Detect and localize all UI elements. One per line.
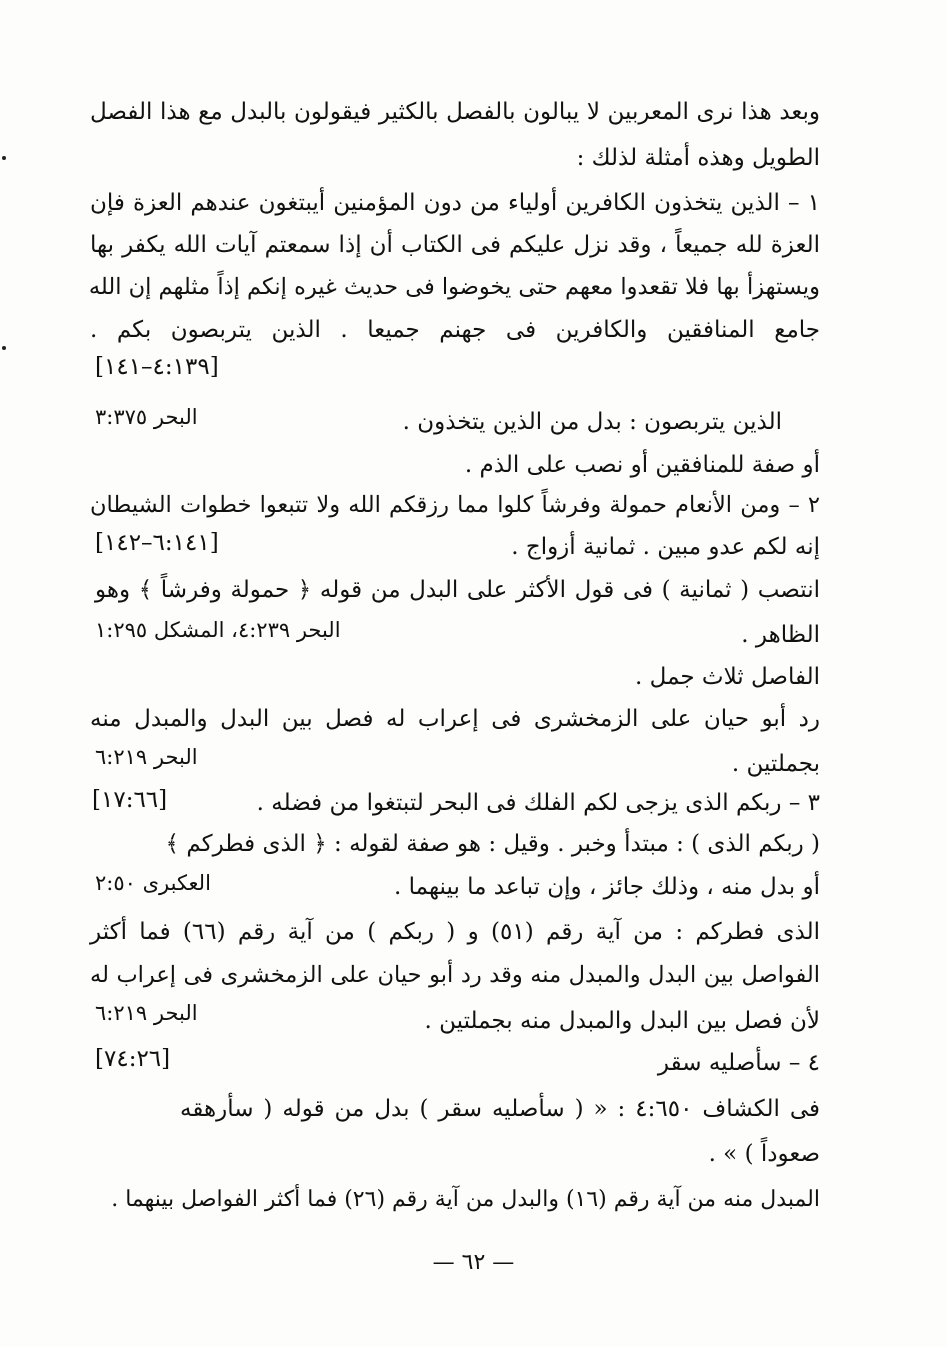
page-number: — ٦٢ —	[432, 1250, 515, 1275]
verse-reference: [٧٤:٢٦]	[95, 1046, 171, 1072]
text-line: الطويل وهذه أمثلة لذلك :	[576, 145, 820, 171]
text-line: ٣ – ربكم الذى يزجى لكم الفلك فى البحر لتبتغوا من فضله .	[256, 790, 820, 816]
text-line: أو صفة للمنافقين أو نصب على الذم .	[464, 452, 820, 478]
text-line: الفاصل ثلاث جمل .	[635, 664, 820, 690]
verse-reference: [٦:١٤١–١٤٢]	[95, 530, 219, 556]
source-citation: البحر ٦:٢١٩	[95, 745, 198, 769]
text-line: العزة لله جميعاً ، وقد نزل عليكم فى الكتاب أن إذا سمعتم آيات الله يكفر بها	[90, 232, 820, 258]
verse-reference: [٤:١٣٩–١٤١]	[95, 354, 219, 380]
text-line: بجملتين .	[731, 751, 820, 777]
text-line: رد أبو حيان على الزمخشرى فى إعراب له فصل بين البدل والمبدل منه	[90, 706, 820, 732]
source-citation: البحر ٤:٢٣٩، المشكل ١:٢٩٥	[95, 618, 341, 642]
text-line: فى الكشاف ٤:٦٥٠ : « ( سأصليه سقر ) بدل من قوله ( سأرهقه	[180, 1096, 820, 1122]
scan-edge-mark	[2, 156, 6, 160]
text-line: لأن فصل بين البدل والمبدل منه بجملتين .	[424, 1008, 820, 1034]
text-line: المبدل منه من آية رقم (١٦) والبدل من آية رقم (٢٦) فما أكثر الفواصل بينهما .	[111, 1187, 820, 1212]
text-line: الظاهر .	[741, 622, 820, 648]
text-line: ( ربكم الذى ) : مبتدأ وخبر . وقيل : هو صفة لقوله : ﴿ الذى فطركم ﴾	[165, 831, 820, 857]
source-citation: البحر ٦:٢١٩	[95, 1001, 198, 1025]
text-line: ٢ – ومن الأنعام حمولة وفرشاً كلوا مما رزقكم الله ولا تتبعوا خطوات الشيطان	[90, 492, 820, 518]
text-line: وبعد هذا نرى المعربين لا يبالون بالفصل بالكثير فيقولون بالبدل مع هذا الفصل	[90, 99, 820, 125]
text-line: الذى فطركم : من آية رقم (٥١) و ( ربكم ) من آية رقم (٦٦) فما أكثر	[90, 919, 820, 945]
text-line: انتصب ( ثمانية ) فى قول الأكثر على البدل من قوله ﴿ حمولة وفرشاً ﴾ وهو	[95, 577, 820, 603]
verse-reference: [١٧:٦٦]	[92, 787, 168, 813]
text-line: ١ – الذين يتخذون الكافرين أولياء من دون المؤمنين أيبتغون عندهم العزة فإن	[90, 190, 820, 216]
source-citation: العكبرى ٢:٥٠	[95, 871, 211, 895]
text-line: الذين يتربصون : بدل من الذين يتخذون .	[402, 409, 782, 435]
text-line: ويستهزأ بها فلا تقعدوا معهم حتى يخوضوا فى حديث غيره إنكم إذاً مثلهم إن الله	[88, 274, 820, 300]
source-citation: البحر ٣:٣٧٥	[95, 405, 198, 429]
text-line: صعوداً ) » .	[708, 1141, 820, 1167]
text-line: إنه لكم عدو مبين . ثمانية أزواج .	[511, 534, 820, 560]
text-line: الفواصل بين البدل والمبدل منه وقد رد أبو حيان على الزمخشرى فى إعراب له	[90, 962, 820, 988]
text-line: أو بدل منه ، وذلك جائز ، وإن تباعد ما بينهما .	[394, 874, 820, 900]
text-line: ٤ – سأصليه سقر	[657, 1050, 820, 1076]
text-line: جامع المنافقين والكافرين فى جهنم جميعا . الذين يتربصون بكم .	[90, 317, 820, 343]
scan-edge-mark	[2, 346, 6, 350]
